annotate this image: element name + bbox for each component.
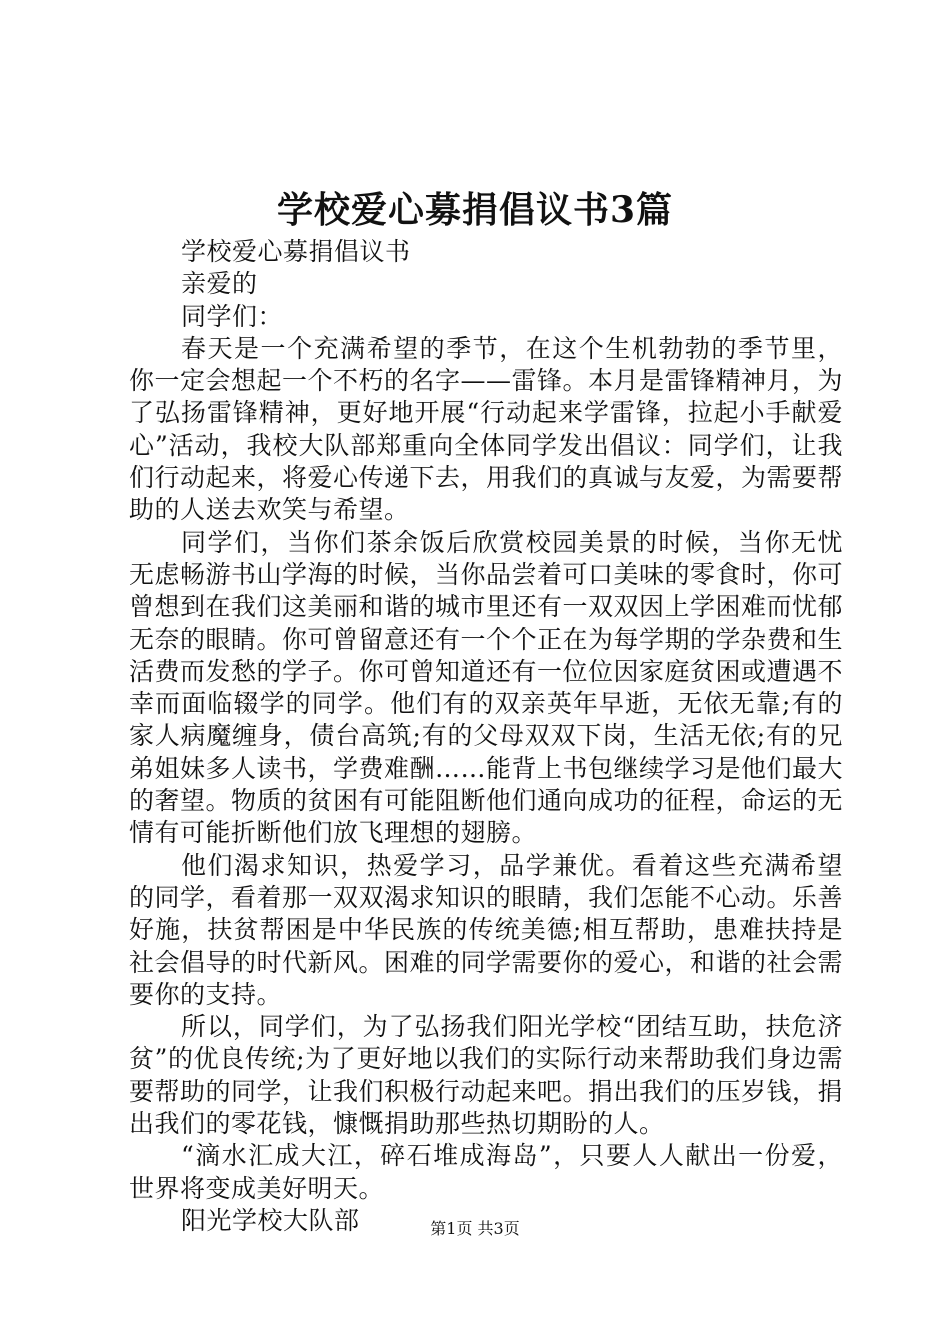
- paragraph-situation: 同学们，当你们茶余饭后欣赏校园美景的时候，当你无忧无虑畅游书山学海的时候，当你品尝着可口美味的零食时，你可曾想到在我们这美丽和谐的城市里还有一双双因上学困难而忧郁无奈的眼睛。你可曾留意还有一个个正在为每学期的学杂费和生活费而发愁的学子。你可曾知道还有一位位因家庭贫困或遭遇不幸而面临辍学的同学。他们有的双亲英年早逝，无依无靠;有的家人病魔缠身，债台高筑;有的父母双双下岗，生活无依;有的兄弟姐妹多人读书，学费难酬……能背上书包继续学习是他们最大的奢望。物质的贫困有可能阻断他们通向成功的征程，命运的无情有可能折断他们放飞理想的翅膀。: [129, 527, 844, 848]
- paragraph-salutation-2: 同学们：: [181, 301, 284, 331]
- paragraph-salutation-1: 亲爱的: [181, 269, 258, 299]
- paragraph-signature: 阳光学校大队部: [181, 1205, 360, 1235]
- paragraph-heading: 学校爱心募捐倡议书: [181, 237, 411, 266]
- paragraph-closing-quote: “滴水汇成大江，碎石堆成海岛”，只要人人献出一份爱，世界将变成美好明天。: [129, 1141, 843, 1203]
- page-footer: 第1页 共3页: [430, 1219, 520, 1238]
- paragraph-intro: 春天是一个充满希望的季节，在这个生机勃勃的季节里，你一定会想起一个不朽的名字——雷锋。本月是雷锋精神月，为了弘扬雷锋精神，更好地开展“行动起来学雷锋，拉起小手献爱心”活动，我校大队部郑重向全体同学发出倡议：同学们，让我们行动起来，将爱心传递下去，用我们的真诚与友爱，为需要帮助的人送去欢笑与希望。: [129, 333, 844, 525]
- paragraph-call-to-action: 所以，同学们，为了弘扬我们阳光学校“团结互助，扶危济贫”的优良传统;为了更好地以我们的实际行动来帮助我们身边需要帮助的同学，让我们积极行动起来吧。捐出我们的压岁钱，捐出我们的零花钱，慷慨捐助那些热切期盼的人。: [129, 1012, 844, 1139]
- document-title: 学校爱心募捐倡议书3篇: [276, 189, 674, 231]
- document-body: [129, 236, 843, 1237]
- paragraph-appeal: 他们渴求知识，热爱学习，品学兼优。看着这些充满希望的同学，看着那一双双渴求知识的眼睛，我们怎能不心动。乐善好施，扶贫帮困是中华民族的传统美德;相互帮助，患难扶持是社会倡导的时代新风。困难的同学需要你的爱心，和谐的社会需要你的支持。: [129, 850, 844, 1009]
